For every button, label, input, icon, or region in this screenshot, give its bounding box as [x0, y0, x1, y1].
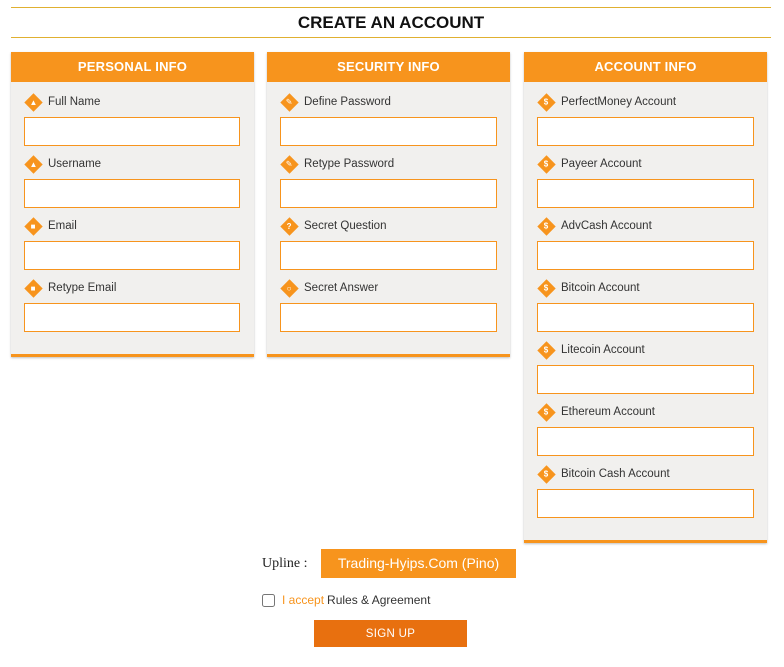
- field-label: Full Name: [48, 96, 101, 108]
- advcash-account-input[interactable]: [537, 241, 754, 270]
- sign-up-button[interactable]: SIGN UP: [314, 620, 467, 647]
- field-label-row: [537, 92, 676, 112]
- field-label: PerfectMoney Account: [561, 96, 677, 108]
- form-field: [537, 340, 767, 402]
- retype-email-input[interactable]: [24, 303, 240, 332]
- upline-value: Trading-Hyips.Com (Pino): [321, 549, 516, 578]
- field-label-row: [24, 216, 77, 236]
- envelope-icon: ■: [24, 217, 42, 235]
- field-label-row: [24, 154, 101, 174]
- form-field: [280, 278, 510, 340]
- panel-title: SECURITY INFO: [267, 52, 510, 82]
- perfectmoney-account-input[interactable]: [537, 117, 754, 146]
- secret-answer-input[interactable]: [280, 303, 497, 332]
- payeer-account-input[interactable]: [537, 179, 754, 208]
- accept-text: I accept: [282, 593, 325, 607]
- field-label: Define Password: [304, 96, 391, 108]
- agreement-row: [262, 593, 430, 607]
- field-label: AdvCash Account: [561, 220, 652, 232]
- field-label: Ethereum Account: [561, 406, 655, 418]
- answer-icon: ○: [280, 279, 298, 297]
- field-label: Litecoin Account: [561, 344, 645, 356]
- user-icon: ▲: [24, 93, 42, 111]
- field-label: Username: [48, 158, 102, 170]
- accept-checkbox[interactable]: [262, 594, 275, 607]
- question-icon: ?: [280, 217, 298, 235]
- email-input[interactable]: [24, 241, 240, 270]
- panel-title: ACCOUNT INFO: [524, 52, 767, 82]
- field-label: Retype Password: [304, 158, 395, 170]
- personal-info-panel: [11, 52, 254, 357]
- form-field: [537, 216, 767, 278]
- dollar-icon: $: [537, 217, 555, 235]
- ethereum-account-input[interactable]: [537, 427, 754, 456]
- field-label-row: [537, 154, 642, 174]
- define-password-input[interactable]: [280, 117, 497, 146]
- form-field: [537, 154, 767, 216]
- field-label-row: [537, 402, 655, 422]
- form-field: [537, 464, 767, 526]
- form-field: [537, 92, 767, 154]
- form-field: [280, 92, 510, 154]
- dollar-icon: $: [537, 403, 555, 421]
- retype-password-input[interactable]: [280, 179, 497, 208]
- dollar-icon: $: [537, 465, 555, 483]
- user-icon: ▲: [24, 155, 42, 173]
- field-label-row: [537, 278, 640, 298]
- form-field: [280, 154, 510, 216]
- dollar-icon: $: [537, 341, 555, 359]
- form-field: [537, 402, 767, 464]
- upline-label: Upline :: [262, 555, 308, 571]
- field-label: Secret Answer: [304, 282, 379, 294]
- secret-question-input[interactable]: [280, 241, 497, 270]
- field-label-row: [24, 278, 116, 298]
- form-field: [24, 216, 254, 278]
- field-label: Payeer Account: [561, 158, 642, 170]
- bitcoin-account-input[interactable]: [537, 303, 754, 332]
- key-icon: ✎: [280, 93, 298, 111]
- full-name-input[interactable]: [24, 117, 240, 146]
- dollar-icon: $: [537, 93, 555, 111]
- form-field: [24, 92, 254, 154]
- field-label: Secret Question: [304, 220, 387, 232]
- field-label: Bitcoin Cash Account: [561, 468, 670, 480]
- key-icon: ✎: [280, 155, 298, 173]
- panel-title: PERSONAL INFO: [11, 52, 254, 82]
- field-label-row: [24, 92, 100, 112]
- dollar-icon: $: [537, 155, 555, 173]
- field-label-row: [280, 154, 394, 174]
- form-field: [280, 216, 510, 278]
- dollar-icon: $: [537, 279, 555, 297]
- form-field: [24, 154, 254, 216]
- panel-body: [11, 82, 254, 354]
- form-field: [537, 278, 767, 340]
- field-label: Retype Email: [48, 282, 117, 294]
- litecoin-account-input[interactable]: [537, 365, 754, 394]
- field-label: Email: [48, 220, 77, 232]
- field-label: Bitcoin Account: [561, 282, 640, 294]
- field-label-row: [537, 216, 652, 236]
- rules-link[interactable]: Rules & Agreement: [327, 593, 431, 607]
- bitcoin-cash-account-input[interactable]: [537, 489, 754, 518]
- username-input[interactable]: [24, 179, 240, 208]
- field-label-row: [537, 340, 645, 360]
- form-field: [24, 278, 254, 340]
- field-label-row: [280, 278, 378, 298]
- panel-body: [267, 82, 510, 354]
- upline-row: [262, 549, 516, 578]
- field-label-row: [280, 92, 391, 112]
- envelope-icon: ■: [24, 279, 42, 297]
- field-label-row: [537, 464, 670, 484]
- panel-body: [524, 82, 767, 540]
- page-title: CREATE AN ACCOUNT: [11, 7, 771, 38]
- field-label-row: [280, 216, 386, 236]
- security-info-panel: [267, 52, 510, 357]
- account-info-panel: [524, 52, 767, 543]
